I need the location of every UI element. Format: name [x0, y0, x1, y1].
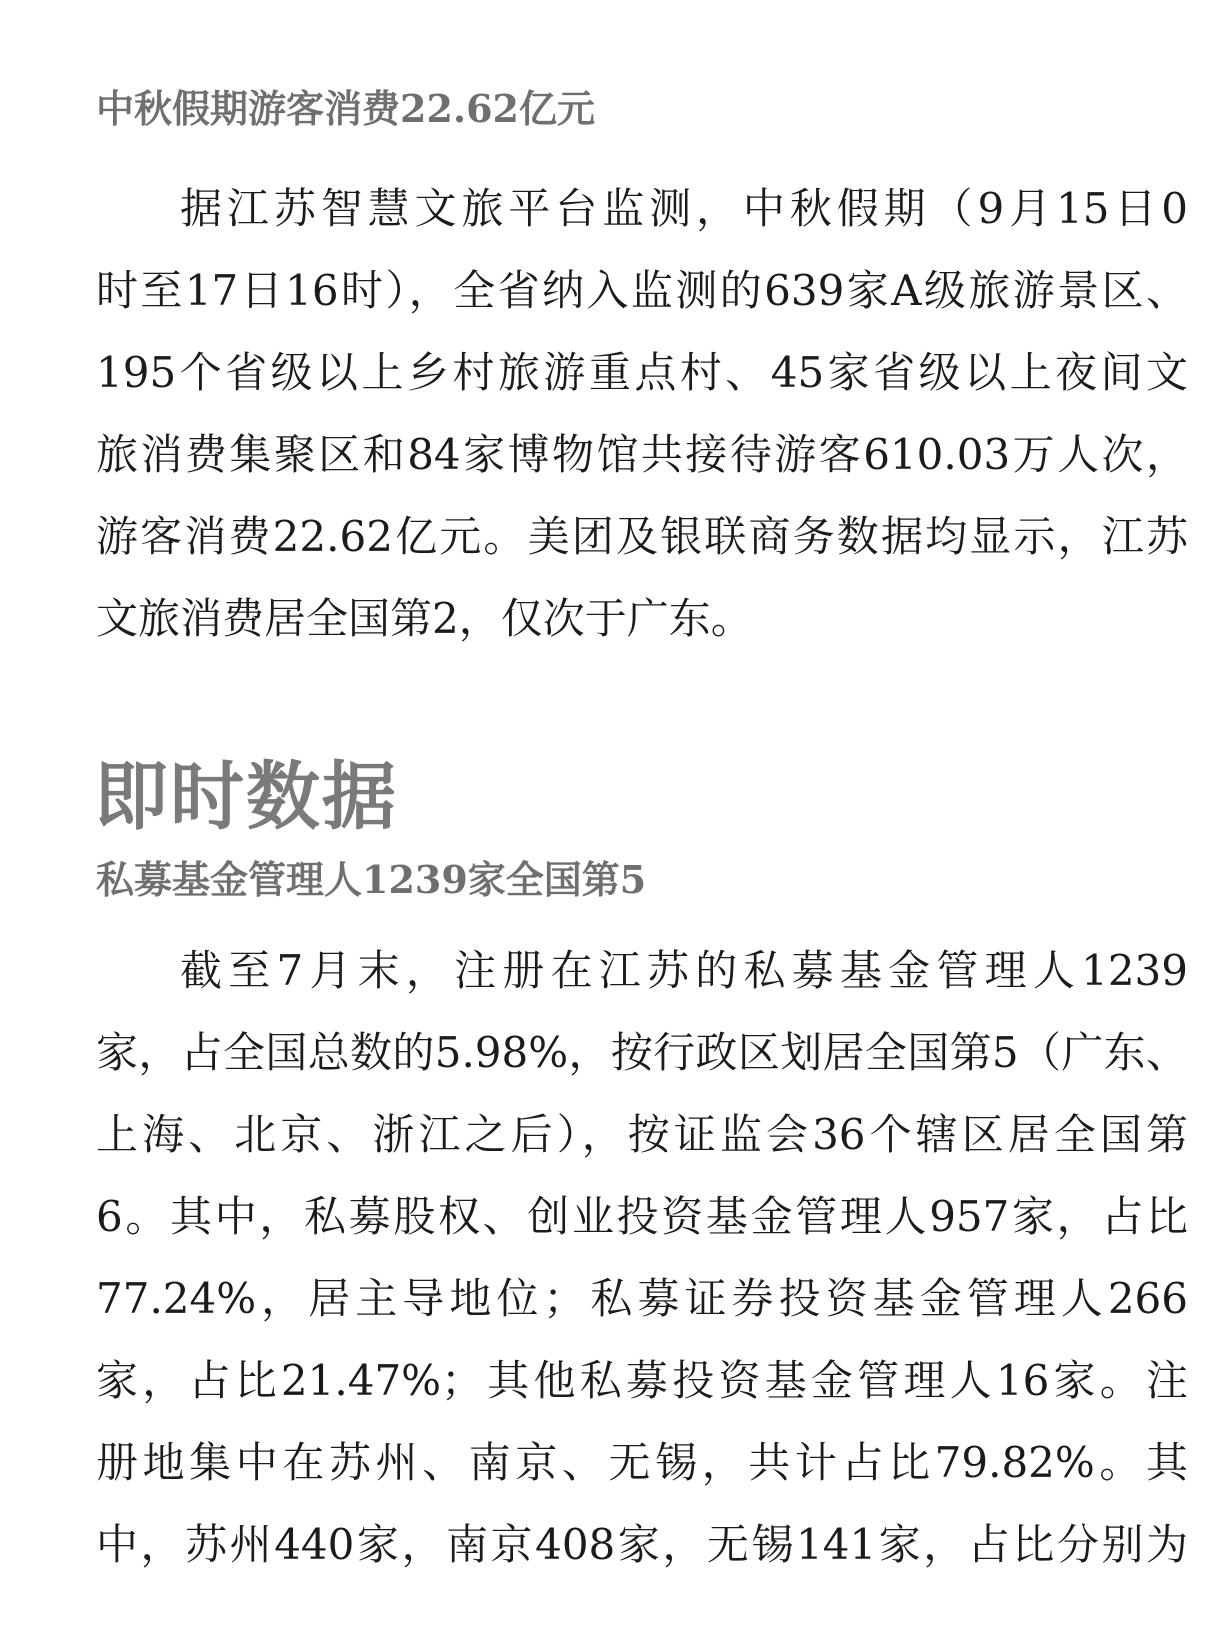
article2-line: 家，占全国总数的5.98%，按行政区划居全国第5（广东、 — [96, 1028, 1188, 1077]
article1-line: 据江苏智慧文旅平台监测，中秋假期（9月15日0 — [180, 184, 1188, 233]
article1-heading: 中秋假期游客消费22.62亿元 — [96, 86, 595, 131]
article2-line: 中，苏州440家，南京408家，无锡141家，占比分别为 — [96, 1520, 1188, 1569]
article2-line: 77.24%，居主导地位；私募证券投资基金管理人266 — [96, 1274, 1188, 1323]
article2-heading: 私募基金管理人1239家全国第5 — [96, 857, 647, 902]
article2-line: 6。其中，私募股权、创业投资基金管理人957家，占比 — [96, 1192, 1188, 1241]
section-title: 即时数据 — [94, 754, 398, 840]
article1-line: 文旅消费居全国第2，仅次于广东。 — [96, 594, 753, 643]
article1-line: 游客消费22.62亿元。美团及银联商务数据均显示，江苏 — [96, 512, 1188, 561]
article1-line: 195个省级以上乡村旅游重点村、45家省级以上夜间文 — [96, 348, 1188, 397]
article1-line: 旅消费集聚区和84家博物馆共接待游客610.03万人次， — [96, 430, 1188, 479]
article2-line: 截至7月末，注册在江苏的私募基金管理人1239 — [180, 946, 1188, 995]
article2-line: 上海、北京、浙江之后），按证监会36个辖区居全国第 — [96, 1110, 1188, 1159]
article1-body — [96, 168, 1188, 660]
article2-line: 册地集中在苏州、南京、无锡，共计占比79.82%。其 — [96, 1438, 1188, 1487]
article2-body — [96, 930, 1188, 1586]
article1-line: 时至17日16时），全省纳入监测的639家A级旅游景区、 — [96, 266, 1188, 315]
article2-line: 家，占比21.47%；其他私募投资基金管理人16家。注 — [96, 1356, 1188, 1405]
